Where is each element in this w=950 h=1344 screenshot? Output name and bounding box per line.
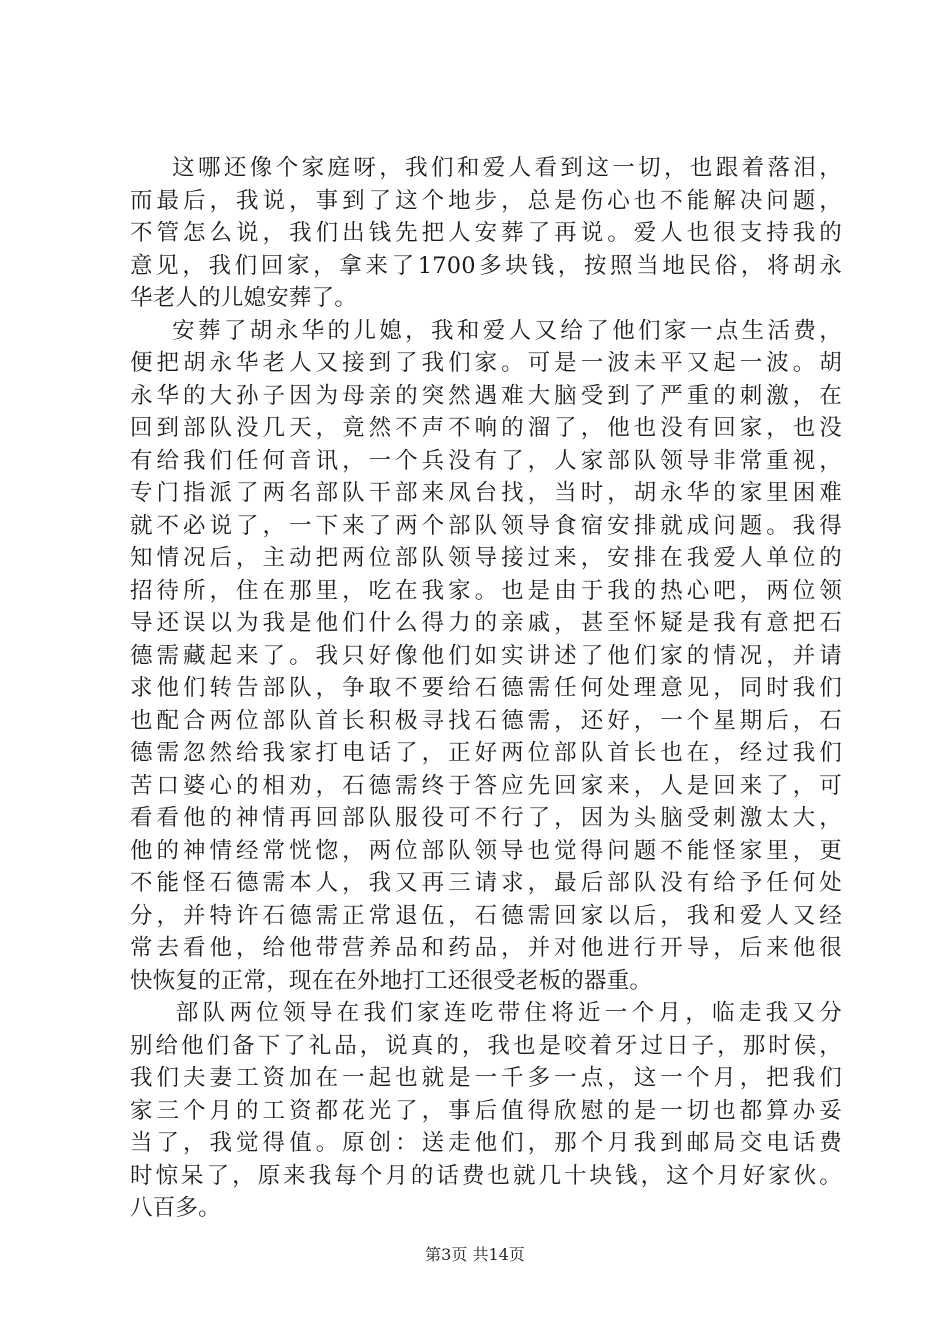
text-line: 知情况后，主动把两位部队领导接过来，安排在我爱人单位的 [130, 545, 842, 571]
text-line: 常去看他，给他带营养品和药品，并对他进行开导，后来他很 [130, 935, 842, 961]
text-line: 这哪还像个家庭呀，我们和爱人看到这一切，也跟着落泪， [130, 155, 842, 181]
text-line: 别给他们备下了礼品，说真的，我也是咬着牙过日子，那时侯， [130, 1032, 842, 1059]
text-line: 分，并特许石德需正常退伍，石德需回家以后，我和爱人又经 [130, 902, 842, 929]
text-line: 苦口婆心的相劝，石德需终于答应先回家来，人是回来了，可 [130, 772, 842, 799]
text-line: 就不必说了，一下来了两个部队领导食宿安排就成问题。我得 [130, 512, 842, 539]
text-line: 也配合两位部队首长积极寻找石德需，还好，一个星期后，石 [130, 707, 842, 734]
text-line: 华老人的儿媳安葬了。 [130, 285, 358, 311]
text-line: 部队两位领导在我们家连吃带住将近一个月，临走我又分 [130, 1000, 842, 1026]
text-line: 我们夫妻工资加在一起也就是一千多一点，这一个月，把我们 [130, 1065, 842, 1091]
text-line: 意见，我们回家，拿来了1700多块钱，按照当地民俗，将胡永 [130, 252, 842, 279]
text-line: 便把胡永华老人又接到了我们家。可是一波未平又起一波。胡 [130, 350, 842, 376]
text-line: 德需忽然给我家打电话了，正好两位部队首长也在，经过我们 [130, 740, 842, 766]
text-line: 有给我们任何音讯，一个兵没有了，人家部队领导非常重视， [130, 447, 842, 474]
text-line: 他的神情经常恍惚，两位部队领导也觉得问题不能怪家里，更 [130, 837, 842, 864]
text-line: 永华的大孙子因为母亲的突然遇难大脑受到了严重的刺激，在 [130, 382, 842, 409]
text-line: 德需藏起来了。我只好像他们如实讲述了他们家的情况，并请 [130, 642, 842, 669]
text-line: 家三个月的工资都花光了，事后值得欣慰的是一切也都算办妥 [130, 1097, 842, 1124]
text-line: 看看他的神情再回部队服役可不行了，因为头脑受刺激太大， [130, 805, 842, 831]
text-line: 八百多。 [130, 1195, 221, 1221]
text-line: 回到部队没几天，竟然不声不响的溜了，他也没有回家，也没 [130, 415, 842, 441]
text-line: 快恢复的正常，现在在外地打工还很受老板的器重。 [130, 967, 653, 994]
text-line: 招待所，住在那里，吃在我家。也是由于我的热心吧，两位领 [130, 577, 842, 604]
page-number-footer: 第3页 共14页 [425, 1245, 525, 1264]
text-line: 专门指派了两名部队干部来凤台找，当时，胡永华的家里困难 [130, 480, 842, 506]
text-line: 不管怎么说，我们出钱先把人安葬了再说。爱人也很支持我的 [130, 220, 842, 246]
text-line: 导还误以为我是他们什么得力的亲戚，甚至怀疑是我有意把石 [130, 610, 842, 636]
text-line: 求他们转告部队，争取不要给石德需任何处理意见，同时我们 [130, 675, 842, 701]
document-body [130, 152, 842, 1225]
text-line: 不能怪石德需本人，我又再三请求，最后部队没有给予任何处 [130, 870, 842, 896]
text-line: 安葬了胡永华的儿媳，我和爱人又给了他们家一点生活费， [130, 317, 842, 344]
text-line: 时惊呆了，原来我每个月的话费也就几十块钱，这个月好家伙。 [130, 1162, 842, 1189]
text-line: 而最后，我说，事到了这个地步，总是伤心也不能解决问题， [130, 187, 842, 214]
text-line: 当了，我觉得值。原创：送走他们，那个月我到邮局交电话费 [130, 1130, 842, 1156]
